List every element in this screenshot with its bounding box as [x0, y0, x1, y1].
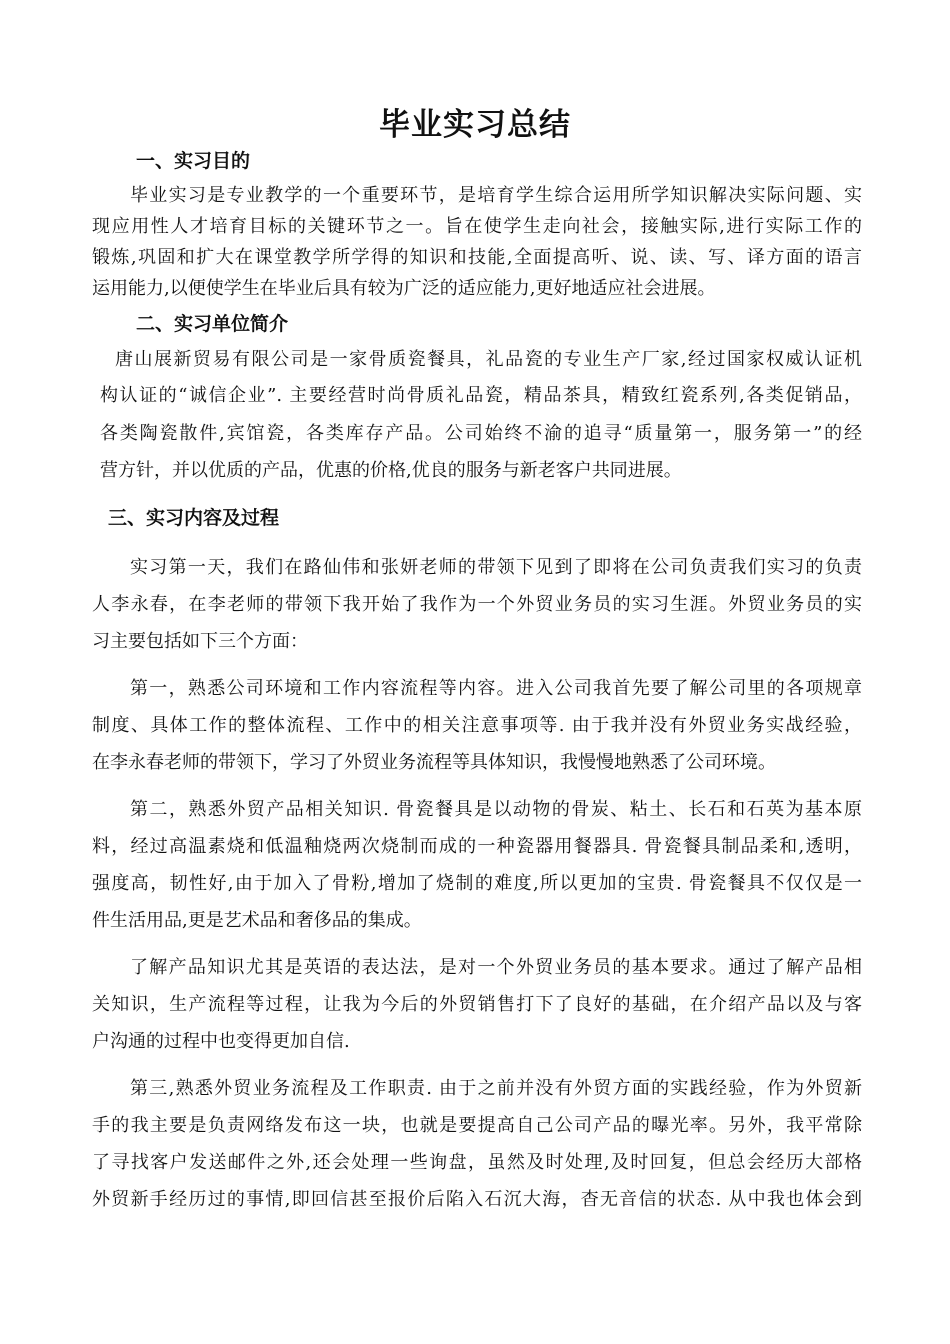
paragraph-line: 营方针，并以优质的产品，优惠的价格,优良的服务与新老客户共同进展。: [100, 460, 682, 481]
paragraph-line: 各类陶瓷散件,宾馆瓷，各类库存产品。公司始终不渝的追寻“质量第一，服务第一”的经: [100, 423, 862, 444]
paragraph-line: 料，经过高温素烧和低温釉烧两次烧制而成的一种瓷器用餐器具. 骨瓷餐具制品柔和,透明，: [92, 836, 862, 857]
paragraph-line: 制度、具体工作的整体流程、工作中的相关注意事项等. 由于我并没有外贸业务实战经验，: [92, 715, 862, 736]
paragraph-line: 在李永春老师的带领下，学习了外贸业务流程等具体知识，我慢慢地熟悉了公司环境。: [92, 752, 776, 773]
paragraph-line: 唐山展新贸易有限公司是一家骨质瓷餐具，礼品瓷的专业生产厂家,经过国家权威认证机: [115, 349, 862, 370]
paragraph-line: 构认证的“诚信企业”. 主要经营时尚骨质礼品瓷，精品茶具，精致红瓷系列,各类促销品，: [100, 385, 862, 406]
paragraph-line: 外贸新手经历过的事情,即回信甚至报价后陷入石沉大海，杳无音信的状态. 从中我也体会到: [92, 1189, 862, 1210]
page-title: 毕业实习总结: [379, 107, 571, 143]
section-heading-company: 二、实习单位简介: [136, 313, 289, 335]
paragraph-line: 现应用性人才培育目标的关键环节之一。旨在使学生走向社会，接触实际,进行实际工作的: [92, 216, 862, 237]
paragraph-line: 人李永春，在李老师的带领下我开始了我作为一个外贸业务员的实习生涯。外贸业务员的实: [92, 594, 862, 615]
paragraph-line: 运用能力,以便使学生在毕业后具有较为广泛的适应能力,更好地适应社会进展。: [92, 278, 716, 299]
paragraph-line: 第一，熟悉公司环境和工作内容流程等内容。进入公司我首先要了解公司里的各项规章: [130, 678, 862, 699]
paragraph-line: 了寻找客户发送邮件之外,还会处理一些询盘，虽然及时处理,及时回复，但总会经历大部格: [92, 1152, 862, 1173]
paragraph-line: 毕业实习是专业教学的一个重要环节，是培育学生综合运用所学知识解决实际问题、实: [130, 185, 862, 206]
paragraph-line: 了解产品知识尤其是英语的表达法，是对一个外贸业务员的基本要求。通过了解产品相: [130, 957, 862, 978]
paragraph-line: 件生活用品,更是艺术品和奢侈品的集成。: [92, 910, 422, 931]
paragraph-line: 户沟通的过程中也变得更加自信.: [92, 1031, 350, 1052]
paragraph-line: 第二，熟悉外贸产品相关知识. 骨瓷餐具是以动物的骨炭、粘土、长石和石英为基本原: [130, 799, 862, 820]
paragraph-line: 关知识，生产流程等过程，让我为今后的外贸销售打下了良好的基础，在介绍产品以及与客: [92, 994, 862, 1015]
paragraph-line: 锻炼,巩固和扩大在课堂教学所学得的知识和技能,全面提高听、说、读、写、译方面的语言: [92, 247, 862, 268]
section-heading-purpose: 一、实习目的: [136, 150, 251, 172]
section-heading-process: 三、实习内容及过程: [108, 507, 280, 529]
paragraph-line: 第三,熟悉外贸业务流程及工作职责. 由于之前并没有外贸方面的实践经验，作为外贸新: [130, 1078, 862, 1099]
paragraph-line: 手的我主要是负责网络发布这一块，也就是要提高自己公司产品的曝光率。另外，我平常除: [92, 1115, 862, 1136]
paragraph-line: 习主要包括如下三个方面：: [92, 631, 308, 652]
paragraph-line: 强度高，韧性好,由于加入了骨粉,增加了烧制的难度,所以更加的宝贵. 骨瓷餐具不仅仅是一: [92, 873, 862, 894]
paragraph-line: 实习第一天，我们在路仙伟和张妍老师的带领下见到了即将在公司负责我们实习的负责: [130, 557, 862, 578]
